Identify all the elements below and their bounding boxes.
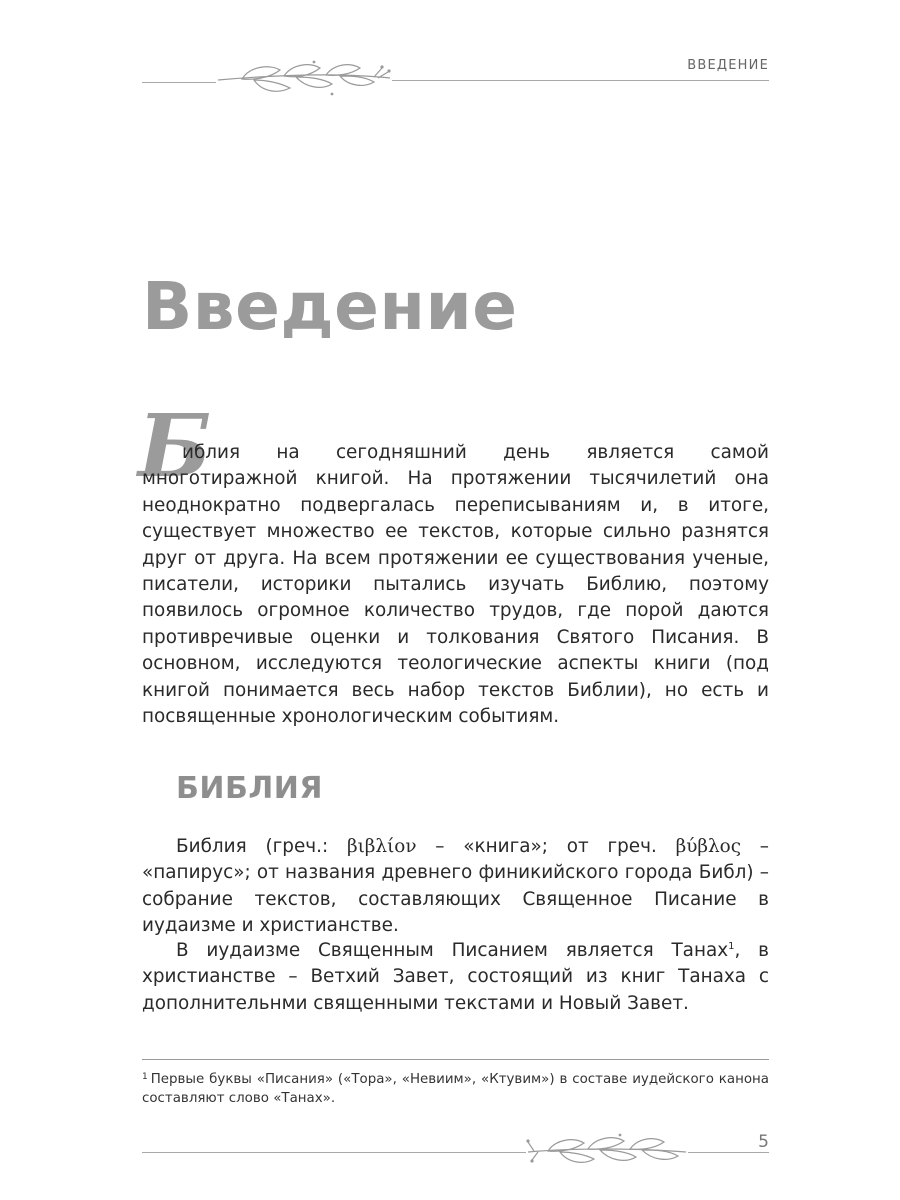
text-run: В иудаизме Священным Писанием является Танах: [176, 940, 729, 961]
footer-rule-left: [142, 1152, 526, 1153]
chapter-title: Введение: [142, 268, 518, 345]
text-run: Библия (греч.:: [176, 836, 347, 857]
drop-cap: Б: [138, 396, 212, 497]
greek-word: βύβλος: [675, 836, 742, 857]
intro-paragraph: иблия на сегодняшний день является самой многотиражной книгой. На протяжении тысячилетий она неоднократно подвергалась переписываниям и, в итоге, существует множество ее текстов, которые сильно разнятся друг от друга. На всем протяжении ее существования ученые, писатели, историки пытались изучать Библию, поэтому появилось огромное количество трудов, где порой даются противречивые оценки и толкования Святого Писания. В основном, исследуются теологические аспекты книги (под книгой понимается весь набор текстов Библии), но есть и посвященные хронологическим событиям.: [142, 442, 769, 728]
footnote-divider: [142, 1059, 769, 1060]
body-paragraph: [142, 834, 769, 940]
text-run: – «книга»; от греч.: [416, 836, 676, 857]
laurel-branch-icon: [214, 58, 394, 98]
section-heading: БИБЛИЯ: [176, 771, 323, 806]
greek-word: βιβλίον: [346, 836, 417, 857]
footnote: [142, 1068, 769, 1108]
body-paragraph: [142, 938, 769, 1017]
page-number: 5: [758, 1132, 769, 1152]
header-rule-left: [142, 82, 216, 83]
laurel-branch-icon: [524, 1130, 690, 1170]
text-run: – «папирус»; от названия древнего финикийского города Библ) – собрание текстов, составляющих Священное Писание в иудаизме и христианстве.: [142, 836, 770, 937]
footnote-reference[interactable]: 1: [728, 940, 735, 952]
header-rule-right: [392, 80, 769, 81]
footer-rule-right: [688, 1152, 769, 1153]
running-head: ВВЕДЕНИЕ: [687, 58, 769, 73]
footnote-mark: 1: [142, 1072, 148, 1082]
text-run: , в христианстве – Ветхий Завет, состоящий из книг Танаха с дополнительнми священными текстами и Новый Завет.: [142, 940, 770, 1014]
footnote-text: Первые буквы «Писания» («Тора», «Невиим», «Ктувим») в составе иудейского канона составляют слово «Танах».: [142, 1072, 769, 1106]
